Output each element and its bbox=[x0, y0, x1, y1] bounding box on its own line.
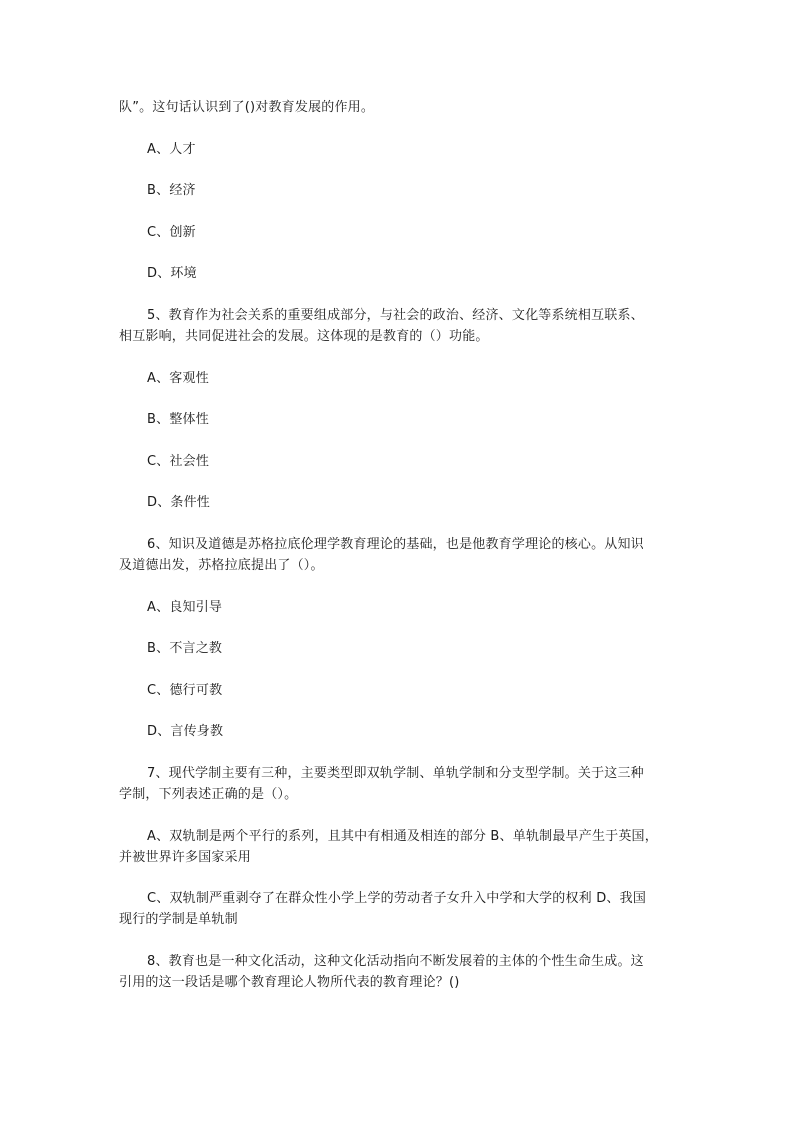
q5-stem-line1: 5、教育作为社会关系的重要组成部分，与社会的政治、经济、文化等系统相互联系、 bbox=[147, 308, 644, 323]
q4-stem: 队”。这句话认识到了()对教育发展的作用。 bbox=[119, 100, 375, 115]
q7-stem-line1: 7、现代学制主要有三种，主要类型即双轨学制、单轨学制和分支型学制。关于这三种 bbox=[147, 766, 644, 781]
q5-option-a: A、客观性 bbox=[147, 371, 209, 386]
q6-option-d: D、言传身教 bbox=[147, 724, 224, 739]
q5-option-c: C、社会性 bbox=[147, 454, 210, 469]
q7-options-ab-line1: A、双轨制是两个平行的系列，且其中有相通及相连的部分 B、单轨制最早产生于英国， bbox=[147, 829, 658, 844]
q6-option-b: B、不言之教 bbox=[147, 641, 223, 656]
q7-options-ab-line2: 并被世界许多国家采用 bbox=[119, 850, 252, 865]
q4-option-a: A、人才 bbox=[147, 142, 196, 157]
q5-option-d: D、条件性 bbox=[147, 495, 211, 510]
q7-options-cd-line2: 现行的学制是单轨制 bbox=[119, 912, 238, 927]
q7-stem-line2: 学制，下列表述正确的是（）。 bbox=[119, 787, 298, 802]
q8-stem-line1: 8、教育也是一种文化活动，这种文化活动指向不断发展着的主体的个性生命生成。这 bbox=[147, 954, 644, 969]
q8-stem-line2: 引用的这一段话是哪个教育理论人物所代表的教育理论？() bbox=[119, 975, 460, 990]
q6-option-c: C、德行可教 bbox=[147, 683, 223, 698]
q4-option-c: C、创新 bbox=[147, 225, 196, 240]
q4-option-b: B、经济 bbox=[147, 183, 196, 198]
q4-option-d: D、环境 bbox=[147, 266, 197, 281]
q6-stem-line1: 6、知识及道德是苏格拉底伦理学教育理论的基础，也是他教育学理论的核心。从知识 bbox=[147, 537, 644, 552]
q7-options-cd-line1: C、双轨制严重剥夺了在群众性小学上学的劳动者子女升入中学和大学的权利 D、我国 bbox=[147, 891, 647, 906]
q6-option-a: A、良知引导 bbox=[147, 600, 223, 615]
q5-option-b: B、整体性 bbox=[147, 412, 209, 427]
q6-stem-line2: 及道德出发，苏格拉底提出了（）。 bbox=[119, 558, 324, 573]
q5-stem-line2: 相互影响，共同促进社会的发展。这体现的是教育的（）功能。 bbox=[119, 329, 489, 344]
